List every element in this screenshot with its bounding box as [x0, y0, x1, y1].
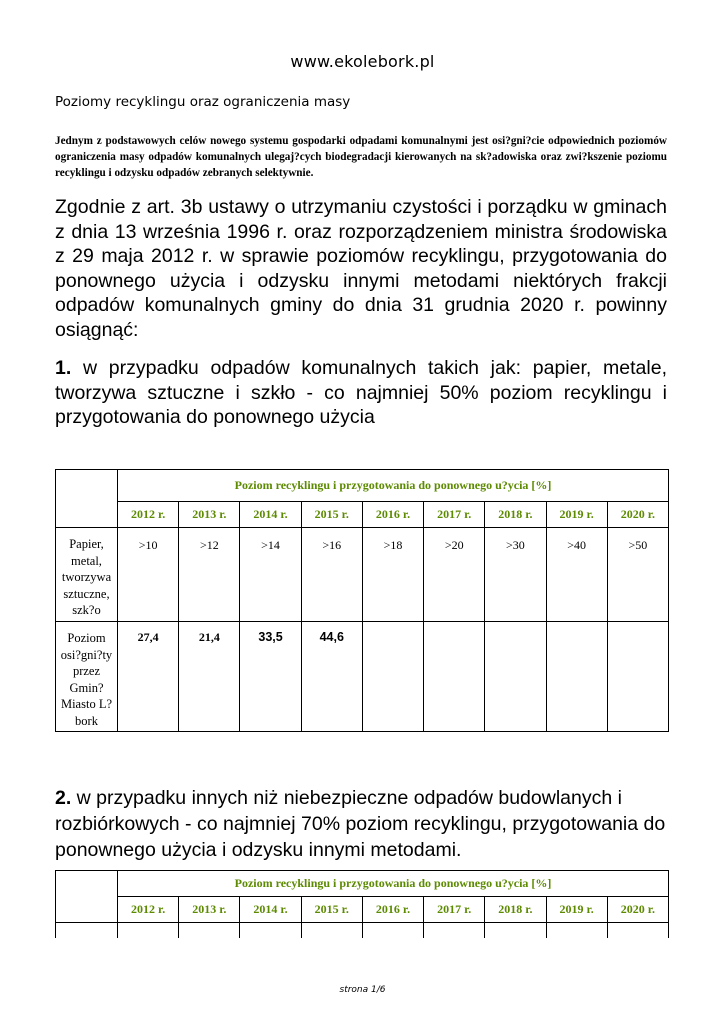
year-header: 2014 r.: [240, 502, 301, 528]
table-header: Poziom recyklingu i przygotowania do ponownego u?ycia [%]: [118, 871, 669, 897]
site-url: www.ekolebork.pl: [290, 52, 435, 71]
year-header: 2017 r.: [424, 502, 485, 528]
section-2-number: 2.: [55, 787, 72, 809]
target-value: >18: [362, 528, 423, 622]
achieved-value: 33,5: [240, 622, 301, 732]
target-value: >16: [301, 528, 362, 622]
year-header: 2015 r.: [301, 897, 362, 923]
target-value: >14: [240, 528, 301, 622]
legal-basis-paragraph: Zgodnie z art. 3b ustawy o utrzymaniu czystości i porządku w gminach z dnia 13 września 1996 r. oraz rozporządzeniem ministra środowiska z 29 maja 2012 r. w sprawie poziomów recyklingu, przygotowania do ponownego użycia i odzysku innymi metodami niektórych frakcji odpadów komunalnych gminy do dnia 31 grudnia 2020 r. powinny osiągnąć:: [55, 196, 667, 341]
target-value: >12: [179, 528, 240, 622]
section-2-text: w przypadku innych niż niebezpieczne odpadów budowlanych i rozbiórkowych - co najmniej 70% poziom recyklingu, przygotowania do ponownego użycia i odzysku innymi metodami.: [55, 787, 666, 861]
achieved-value: 44,6: [301, 622, 362, 732]
year-header: 2018 r.: [485, 502, 546, 528]
year-header: 2012 r.: [118, 897, 179, 923]
section-1-number: 1.: [55, 357, 72, 379]
year-header: 2017 r.: [424, 897, 485, 923]
target-value: >40: [546, 528, 607, 622]
recycling-table-2-wrapper: [0, 870, 725, 938]
recycling-table-2: [55, 870, 669, 938]
achieved-value: [546, 622, 607, 732]
row-label-achieved: Poziom osi?gni?ty przez Gmin? Miasto L?bork: [56, 622, 118, 732]
year-header: 2012 r.: [118, 502, 179, 528]
table-header: Poziom recyklingu i przygotowania do ponownego u?ycia [%]: [118, 470, 669, 502]
achieved-value: 21,4: [179, 622, 240, 732]
year-header: 2019 r.: [546, 502, 607, 528]
table-row: [56, 622, 669, 732]
achieved-value: [607, 622, 668, 732]
target-value: >20: [424, 528, 485, 622]
page-footer: strona 1/6: [339, 985, 386, 995]
section-2-paragraph: [55, 785, 667, 863]
row-label-materials: Papier, metal, tworzywa sztuczne, szk?o: [56, 528, 118, 622]
year-header: 2016 r.: [362, 502, 423, 528]
table-corner-cell: [56, 470, 118, 528]
table-row: [56, 923, 669, 939]
achieved-value: [362, 622, 423, 732]
section-1-text: w przypadku odpadów komunalnych takich jak: papier, metale, tworzywa sztuczne i szkło - co najmniej 50% poziom recyklingu i przygotowania do ponownego użycia: [55, 357, 667, 428]
achieved-value: [424, 622, 485, 732]
year-header: 2020 r.: [607, 502, 668, 528]
year-header: 2013 r.: [179, 897, 240, 923]
achieved-value: [485, 622, 546, 732]
table-row: [56, 528, 669, 622]
target-value: >30: [485, 528, 546, 622]
year-header: 2018 r.: [485, 897, 546, 923]
target-value: >10: [118, 528, 179, 622]
document-subtitle: Poziomy recyklingu oraz ograniczenia masy: [55, 94, 351, 110]
table-corner-cell: [56, 871, 118, 923]
target-value: >50: [607, 528, 668, 622]
recycling-table-1: [55, 469, 669, 732]
year-header: 2014 r.: [240, 897, 301, 923]
achieved-value: 27,4: [118, 622, 179, 732]
year-header: 2019 r.: [546, 897, 607, 923]
section-1-paragraph: [55, 356, 667, 430]
year-header: 2016 r.: [362, 897, 423, 923]
year-header: 2013 r.: [179, 502, 240, 528]
year-header: 2015 r.: [301, 502, 362, 528]
year-header: 2020 r.: [607, 897, 668, 923]
intro-paragraph: Jednym z podstawowych celów nowego systemu gospodarki odpadami komunalnymi jest osi?gni?cie odpowiednich poziomów ograniczenia masy odpadów komunalnych ulegaj?cych biodegradacji kierowanych na sk?adowiska oraz zwi?kszenie poziomu recyklingu i odzysku odpadów zebranych selektywnie.: [55, 135, 667, 179]
